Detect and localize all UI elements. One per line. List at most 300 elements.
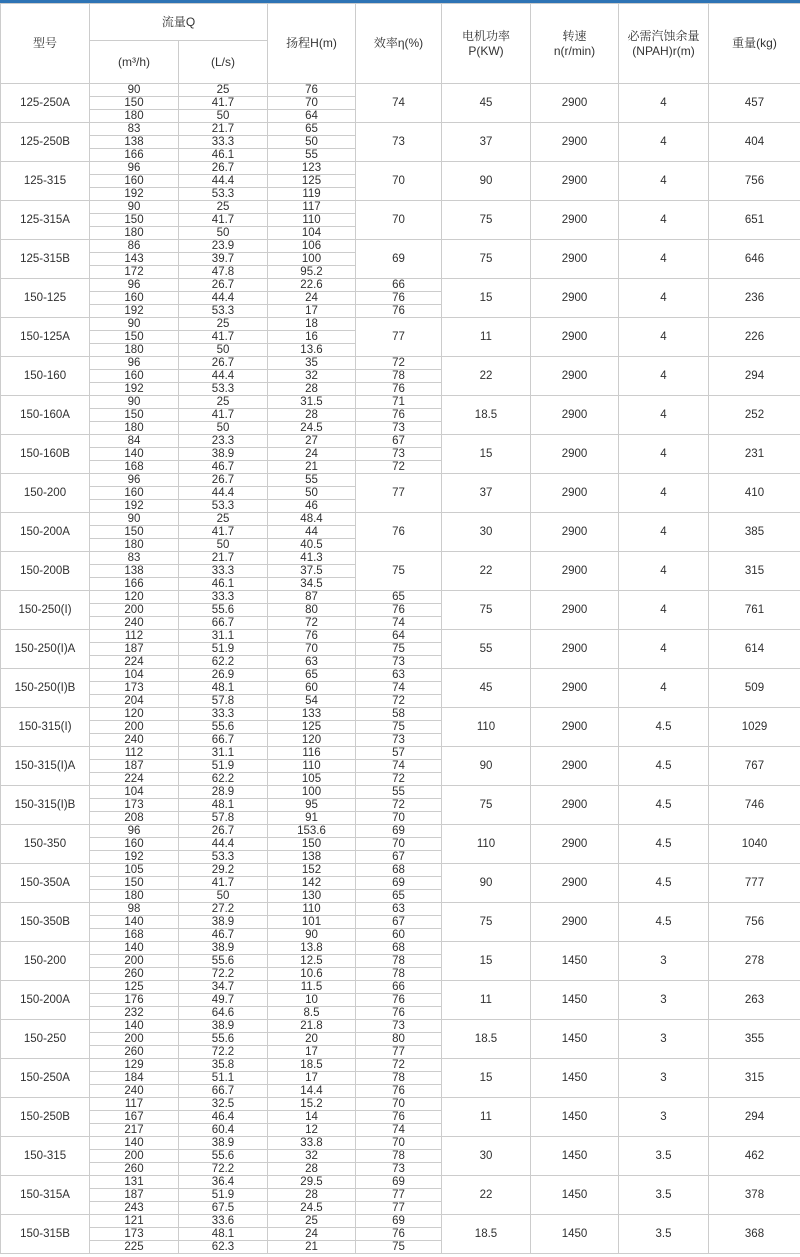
eff-cell: 68 bbox=[356, 864, 442, 877]
flow-ls-cell: 26.7 bbox=[179, 474, 268, 487]
flow-ls-cell: 53.3 bbox=[179, 188, 268, 201]
eff-cell: 74 bbox=[356, 760, 442, 773]
power-cell: 15 bbox=[442, 435, 531, 474]
flow-ls-cell: 46.7 bbox=[179, 461, 268, 474]
flow-m3h-cell: 96 bbox=[90, 357, 179, 370]
head-cell: 48.4 bbox=[268, 513, 356, 526]
table-row bbox=[1, 1176, 800, 1189]
eff-cell: 64 bbox=[356, 630, 442, 643]
flow-ls-cell: 26.7 bbox=[179, 162, 268, 175]
eff-cell: 76 bbox=[356, 305, 442, 318]
weight-cell: 236 bbox=[709, 279, 800, 318]
eff-cell: 72 bbox=[356, 461, 442, 474]
npsh-cell: 4.5 bbox=[619, 747, 709, 786]
flow-m3h-cell: 96 bbox=[90, 162, 179, 175]
flow-ls-cell: 33.6 bbox=[179, 1215, 268, 1228]
flow-m3h-cell: 176 bbox=[90, 994, 179, 1007]
head-cell: 13.6 bbox=[268, 344, 356, 357]
head-cell: 24.5 bbox=[268, 422, 356, 435]
power-cell: 75 bbox=[442, 240, 531, 279]
eff-cell: 72 bbox=[356, 357, 442, 370]
flow-m3h-cell: 140 bbox=[90, 916, 179, 929]
flow-m3h-cell: 200 bbox=[90, 955, 179, 968]
head-cell: 40.5 bbox=[268, 539, 356, 552]
head-cell: 27 bbox=[268, 435, 356, 448]
model-cell: 150-250(I)B bbox=[1, 669, 90, 708]
weight-cell: 651 bbox=[709, 201, 800, 240]
weight-cell: 355 bbox=[709, 1020, 800, 1059]
flow-ls-cell: 46.4 bbox=[179, 1111, 268, 1124]
table-row bbox=[1, 942, 800, 955]
head-cell: 106 bbox=[268, 240, 356, 253]
npsh-cell: 4 bbox=[619, 279, 709, 318]
flow-m3h-cell: 129 bbox=[90, 1059, 179, 1072]
flow-m3h-cell: 192 bbox=[90, 500, 179, 513]
model-cell: 150-350 bbox=[1, 825, 90, 864]
flow-m3h-cell: 217 bbox=[90, 1124, 179, 1137]
flow-ls-cell: 25 bbox=[179, 318, 268, 331]
speed-cell: 2900 bbox=[531, 357, 619, 396]
flow-ls-cell: 48.1 bbox=[179, 799, 268, 812]
head-cell: 125 bbox=[268, 175, 356, 188]
model-cell: 150-200 bbox=[1, 942, 90, 981]
flow-m3h-cell: 90 bbox=[90, 201, 179, 214]
table-row bbox=[1, 396, 800, 409]
flow-ls-cell: 38.9 bbox=[179, 448, 268, 461]
speed-cell: 2900 bbox=[531, 669, 619, 708]
eff-cell: 72 bbox=[356, 695, 442, 708]
power-cell: 22 bbox=[442, 1176, 531, 1215]
flow-m3h-cell: 208 bbox=[90, 812, 179, 825]
header-npsh-line2: (NPAH)r(m) bbox=[632, 43, 695, 58]
header-head: 扬程H(m) bbox=[268, 4, 356, 84]
weight-cell: 263 bbox=[709, 981, 800, 1020]
model-cell: 125-315 bbox=[1, 162, 90, 201]
model-cell: 150-200A bbox=[1, 981, 90, 1020]
flow-m3h-cell: 187 bbox=[90, 643, 179, 656]
flow-m3h-cell: 104 bbox=[90, 786, 179, 799]
table-row bbox=[1, 474, 800, 487]
table-row bbox=[1, 318, 800, 331]
weight-cell: 462 bbox=[709, 1137, 800, 1176]
head-cell: 46 bbox=[268, 500, 356, 513]
model-cell: 150-125A bbox=[1, 318, 90, 357]
flow-m3h-cell: 90 bbox=[90, 513, 179, 526]
flow-m3h-cell: 260 bbox=[90, 968, 179, 981]
flow-m3h-cell: 240 bbox=[90, 734, 179, 747]
flow-m3h-cell: 192 bbox=[90, 383, 179, 396]
head-cell: 29.5 bbox=[268, 1176, 356, 1189]
model-cell: 150-250(I) bbox=[1, 591, 90, 630]
flow-ls-cell: 47.8 bbox=[179, 266, 268, 279]
flow-m3h-cell: 83 bbox=[90, 552, 179, 565]
flow-ls-cell: 39.7 bbox=[179, 253, 268, 266]
power-cell: 45 bbox=[442, 669, 531, 708]
flow-m3h-cell: 117 bbox=[90, 1098, 179, 1111]
header-npsh bbox=[619, 4, 709, 84]
eff-cell: 69 bbox=[356, 877, 442, 890]
power-cell: 11 bbox=[442, 1098, 531, 1137]
npsh-cell: 4.5 bbox=[619, 903, 709, 942]
table-row bbox=[1, 825, 800, 838]
table-row bbox=[1, 201, 800, 214]
speed-cell: 2900 bbox=[531, 474, 619, 513]
header-speed-line2: n(r/min) bbox=[553, 43, 596, 58]
flow-ls-cell: 48.1 bbox=[179, 1228, 268, 1241]
eff-cell: 77 bbox=[356, 1189, 442, 1202]
head-cell: 32 bbox=[268, 370, 356, 383]
flow-m3h-cell: 180 bbox=[90, 344, 179, 357]
head-cell: 20 bbox=[268, 1033, 356, 1046]
eff-cell: 76 bbox=[356, 604, 442, 617]
flow-m3h-cell: 200 bbox=[90, 721, 179, 734]
speed-cell: 1450 bbox=[531, 1098, 619, 1137]
eff-cell: 70 bbox=[356, 201, 442, 240]
flow-ls-cell: 27.2 bbox=[179, 903, 268, 916]
weight-cell: 756 bbox=[709, 162, 800, 201]
eff-cell: 78 bbox=[356, 370, 442, 383]
head-cell: 41.3 bbox=[268, 552, 356, 565]
speed-cell: 2900 bbox=[531, 864, 619, 903]
weight-cell: 767 bbox=[709, 747, 800, 786]
npsh-cell: 4.5 bbox=[619, 708, 709, 747]
head-cell: 104 bbox=[268, 227, 356, 240]
power-cell: 30 bbox=[442, 513, 531, 552]
weight-cell: 231 bbox=[709, 435, 800, 474]
flow-m3h-cell: 143 bbox=[90, 253, 179, 266]
model-cell: 150-315B bbox=[1, 1215, 90, 1254]
flow-ls-cell: 57.8 bbox=[179, 812, 268, 825]
flow-ls-cell: 48.1 bbox=[179, 682, 268, 695]
head-cell: 72 bbox=[268, 617, 356, 630]
flow-m3h-cell: 121 bbox=[90, 1215, 179, 1228]
model-cell: 125-250A bbox=[1, 84, 90, 123]
flow-m3h-cell: 150 bbox=[90, 409, 179, 422]
table-row bbox=[1, 708, 800, 721]
speed-cell: 2900 bbox=[531, 903, 619, 942]
head-cell: 14.4 bbox=[268, 1085, 356, 1098]
npsh-cell: 4.5 bbox=[619, 864, 709, 903]
flow-m3h-cell: 160 bbox=[90, 838, 179, 851]
flow-ls-cell: 38.9 bbox=[179, 1137, 268, 1150]
speed-cell: 2900 bbox=[531, 162, 619, 201]
header-flow-ls: (L/s) bbox=[179, 41, 268, 84]
eff-cell: 69 bbox=[356, 1215, 442, 1228]
head-cell: 123 bbox=[268, 162, 356, 175]
flow-m3h-cell: 140 bbox=[90, 448, 179, 461]
flow-ls-cell: 29.2 bbox=[179, 864, 268, 877]
flow-ls-cell: 25 bbox=[179, 84, 268, 97]
weight-cell: 746 bbox=[709, 786, 800, 825]
flow-m3h-cell: 140 bbox=[90, 942, 179, 955]
npsh-cell: 4 bbox=[619, 474, 709, 513]
flow-ls-cell: 31.1 bbox=[179, 747, 268, 760]
npsh-cell: 3.5 bbox=[619, 1215, 709, 1254]
model-cell: 150-200 bbox=[1, 474, 90, 513]
table-row bbox=[1, 903, 800, 916]
head-cell: 117 bbox=[268, 201, 356, 214]
speed-cell: 2900 bbox=[531, 201, 619, 240]
speed-cell: 1450 bbox=[531, 1215, 619, 1254]
flow-m3h-cell: 240 bbox=[90, 617, 179, 630]
flow-m3h-cell: 225 bbox=[90, 1241, 179, 1254]
head-cell: 80 bbox=[268, 604, 356, 617]
head-cell: 17 bbox=[268, 1046, 356, 1059]
flow-ls-cell: 26.7 bbox=[179, 357, 268, 370]
weight-cell: 761 bbox=[709, 591, 800, 630]
flow-m3h-cell: 180 bbox=[90, 227, 179, 240]
speed-cell: 2900 bbox=[531, 708, 619, 747]
flow-ls-cell: 57.8 bbox=[179, 695, 268, 708]
flow-m3h-cell: 172 bbox=[90, 266, 179, 279]
eff-cell: 77 bbox=[356, 318, 442, 357]
flow-ls-cell: 60.4 bbox=[179, 1124, 268, 1137]
weight-cell: 294 bbox=[709, 1098, 800, 1137]
eff-cell: 72 bbox=[356, 1059, 442, 1072]
npsh-cell: 4.5 bbox=[619, 825, 709, 864]
header-speed bbox=[531, 4, 619, 84]
eff-cell: 77 bbox=[356, 1202, 442, 1215]
head-cell: 12.5 bbox=[268, 955, 356, 968]
eff-cell: 76 bbox=[356, 383, 442, 396]
head-cell: 50 bbox=[268, 136, 356, 149]
flow-m3h-cell: 192 bbox=[90, 305, 179, 318]
head-cell: 100 bbox=[268, 253, 356, 266]
npsh-cell: 3.5 bbox=[619, 1137, 709, 1176]
model-cell: 150-250(I)A bbox=[1, 630, 90, 669]
table-row bbox=[1, 279, 800, 292]
speed-cell: 2900 bbox=[531, 84, 619, 123]
flow-m3h-cell: 125 bbox=[90, 981, 179, 994]
power-cell: 55 bbox=[442, 630, 531, 669]
flow-ls-cell: 50 bbox=[179, 110, 268, 123]
flow-m3h-cell: 192 bbox=[90, 188, 179, 201]
flow-m3h-cell: 160 bbox=[90, 487, 179, 500]
head-cell: 119 bbox=[268, 188, 356, 201]
header-power-line2: P(KW) bbox=[468, 43, 504, 58]
eff-cell: 78 bbox=[356, 1150, 442, 1163]
flow-ls-cell: 55.6 bbox=[179, 955, 268, 968]
head-cell: 28 bbox=[268, 409, 356, 422]
eff-cell: 69 bbox=[356, 240, 442, 279]
head-cell: 32 bbox=[268, 1150, 356, 1163]
flow-ls-cell: 31.1 bbox=[179, 630, 268, 643]
model-cell: 150-200A bbox=[1, 513, 90, 552]
power-cell: 90 bbox=[442, 162, 531, 201]
eff-cell: 78 bbox=[356, 955, 442, 968]
power-cell: 22 bbox=[442, 552, 531, 591]
npsh-cell: 3 bbox=[619, 981, 709, 1020]
flow-m3h-cell: 180 bbox=[90, 422, 179, 435]
header-efficiency: 效率η(%) bbox=[356, 4, 442, 84]
flow-ls-cell: 23.3 bbox=[179, 435, 268, 448]
header-speed-line1: 转速 bbox=[562, 28, 587, 43]
power-cell: 37 bbox=[442, 123, 531, 162]
flow-ls-cell: 50 bbox=[179, 890, 268, 903]
table-row bbox=[1, 357, 800, 370]
weight-cell: 1029 bbox=[709, 708, 800, 747]
flow-ls-cell: 55.6 bbox=[179, 1033, 268, 1046]
table-row bbox=[1, 747, 800, 760]
flow-m3h-cell: 98 bbox=[90, 903, 179, 916]
head-cell: 21.8 bbox=[268, 1020, 356, 1033]
head-cell: 25 bbox=[268, 1215, 356, 1228]
head-cell: 12 bbox=[268, 1124, 356, 1137]
flow-m3h-cell: 96 bbox=[90, 474, 179, 487]
eff-cell: 70 bbox=[356, 1098, 442, 1111]
weight-cell: 646 bbox=[709, 240, 800, 279]
head-cell: 95.2 bbox=[268, 266, 356, 279]
speed-cell: 1450 bbox=[531, 981, 619, 1020]
flow-ls-cell: 44.4 bbox=[179, 370, 268, 383]
flow-ls-cell: 41.7 bbox=[179, 97, 268, 110]
head-cell: 125 bbox=[268, 721, 356, 734]
model-cell: 150-315(I) bbox=[1, 708, 90, 747]
model-cell: 150-125 bbox=[1, 279, 90, 318]
flow-ls-cell: 51.1 bbox=[179, 1072, 268, 1085]
flow-m3h-cell: 104 bbox=[90, 669, 179, 682]
npsh-cell: 4 bbox=[619, 123, 709, 162]
table-row bbox=[1, 864, 800, 877]
power-cell: 75 bbox=[442, 903, 531, 942]
eff-cell: 76 bbox=[356, 1007, 442, 1020]
flow-m3h-cell: 200 bbox=[90, 604, 179, 617]
power-cell: 30 bbox=[442, 1137, 531, 1176]
npsh-cell: 4 bbox=[619, 162, 709, 201]
eff-cell: 78 bbox=[356, 968, 442, 981]
table-row bbox=[1, 1137, 800, 1150]
eff-cell: 55 bbox=[356, 786, 442, 799]
flow-ls-cell: 25 bbox=[179, 201, 268, 214]
head-cell: 105 bbox=[268, 773, 356, 786]
header-flow-group: 流量Q bbox=[90, 4, 268, 41]
flow-m3h-cell: 112 bbox=[90, 630, 179, 643]
flow-m3h-cell: 160 bbox=[90, 175, 179, 188]
head-cell: 133 bbox=[268, 708, 356, 721]
flow-ls-cell: 62.2 bbox=[179, 656, 268, 669]
table-row bbox=[1, 981, 800, 994]
flow-m3h-cell: 168 bbox=[90, 929, 179, 942]
eff-cell: 72 bbox=[356, 773, 442, 786]
npsh-cell: 3.5 bbox=[619, 1176, 709, 1215]
flow-m3h-cell: 96 bbox=[90, 279, 179, 292]
head-cell: 95 bbox=[268, 799, 356, 812]
model-cell: 150-315(I)B bbox=[1, 786, 90, 825]
eff-cell: 77 bbox=[356, 474, 442, 513]
head-cell: 13.8 bbox=[268, 942, 356, 955]
eff-cell: 70 bbox=[356, 838, 442, 851]
eff-cell: 73 bbox=[356, 1020, 442, 1033]
flow-ls-cell: 66.7 bbox=[179, 734, 268, 747]
head-cell: 16 bbox=[268, 331, 356, 344]
eff-cell: 78 bbox=[356, 1072, 442, 1085]
flow-m3h-cell: 224 bbox=[90, 656, 179, 669]
eff-cell: 60 bbox=[356, 929, 442, 942]
head-cell: 44 bbox=[268, 526, 356, 539]
flow-m3h-cell: 120 bbox=[90, 708, 179, 721]
weight-cell: 1040 bbox=[709, 825, 800, 864]
flow-m3h-cell: 173 bbox=[90, 1228, 179, 1241]
table-row bbox=[1, 240, 800, 253]
model-cell: 150-350A bbox=[1, 864, 90, 903]
table-row bbox=[1, 84, 800, 97]
npsh-cell: 4 bbox=[619, 630, 709, 669]
head-cell: 8.5 bbox=[268, 1007, 356, 1020]
flow-ls-cell: 28.9 bbox=[179, 786, 268, 799]
flow-ls-cell: 50 bbox=[179, 539, 268, 552]
eff-cell: 74 bbox=[356, 1124, 442, 1137]
header-power-line1: 电机功率 bbox=[461, 28, 510, 43]
flow-ls-cell: 53.3 bbox=[179, 500, 268, 513]
head-cell: 50 bbox=[268, 487, 356, 500]
table-row bbox=[1, 123, 800, 136]
table-row bbox=[1, 1020, 800, 1033]
head-cell: 101 bbox=[268, 916, 356, 929]
flow-m3h-cell: 150 bbox=[90, 877, 179, 890]
weight-cell: 404 bbox=[709, 123, 800, 162]
flow-m3h-cell: 224 bbox=[90, 773, 179, 786]
flow-ls-cell: 32.5 bbox=[179, 1098, 268, 1111]
head-cell: 21 bbox=[268, 461, 356, 474]
eff-cell: 65 bbox=[356, 591, 442, 604]
eff-cell: 71 bbox=[356, 396, 442, 409]
header-row-1 bbox=[1, 4, 800, 41]
flow-m3h-cell: 138 bbox=[90, 565, 179, 578]
head-cell: 87 bbox=[268, 591, 356, 604]
head-cell: 130 bbox=[268, 890, 356, 903]
weight-cell: 385 bbox=[709, 513, 800, 552]
head-cell: 17 bbox=[268, 305, 356, 318]
flow-ls-cell: 55.6 bbox=[179, 1150, 268, 1163]
head-cell: 110 bbox=[268, 760, 356, 773]
flow-ls-cell: 66.7 bbox=[179, 617, 268, 630]
flow-ls-cell: 67.5 bbox=[179, 1202, 268, 1215]
model-cell: 125-315A bbox=[1, 201, 90, 240]
flow-ls-cell: 25 bbox=[179, 396, 268, 409]
npsh-cell: 4.5 bbox=[619, 786, 709, 825]
eff-cell: 65 bbox=[356, 890, 442, 903]
head-cell: 63 bbox=[268, 656, 356, 669]
weight-cell: 226 bbox=[709, 318, 800, 357]
flow-ls-cell: 50 bbox=[179, 344, 268, 357]
flow-m3h-cell: 200 bbox=[90, 1150, 179, 1163]
flow-ls-cell: 51.9 bbox=[179, 760, 268, 773]
eff-cell: 67 bbox=[356, 916, 442, 929]
speed-cell: 1450 bbox=[531, 1137, 619, 1176]
flow-ls-cell: 51.9 bbox=[179, 643, 268, 656]
flow-ls-cell: 64.6 bbox=[179, 1007, 268, 1020]
flow-ls-cell: 41.7 bbox=[179, 331, 268, 344]
head-cell: 142 bbox=[268, 877, 356, 890]
eff-cell: 76 bbox=[356, 409, 442, 422]
head-cell: 18.5 bbox=[268, 1059, 356, 1072]
flow-ls-cell: 55.6 bbox=[179, 721, 268, 734]
head-cell: 24 bbox=[268, 292, 356, 305]
npsh-cell: 3 bbox=[619, 1020, 709, 1059]
eff-cell: 76 bbox=[356, 513, 442, 552]
npsh-cell: 4 bbox=[619, 669, 709, 708]
flow-m3h-cell: 131 bbox=[90, 1176, 179, 1189]
power-cell: 15 bbox=[442, 1059, 531, 1098]
head-cell: 76 bbox=[268, 84, 356, 97]
npsh-cell: 4 bbox=[619, 591, 709, 630]
flow-m3h-cell: 140 bbox=[90, 1020, 179, 1033]
flow-m3h-cell: 150 bbox=[90, 214, 179, 227]
speed-cell: 2900 bbox=[531, 318, 619, 357]
flow-m3h-cell: 166 bbox=[90, 149, 179, 162]
eff-cell: 74 bbox=[356, 682, 442, 695]
flow-ls-cell: 35.8 bbox=[179, 1059, 268, 1072]
